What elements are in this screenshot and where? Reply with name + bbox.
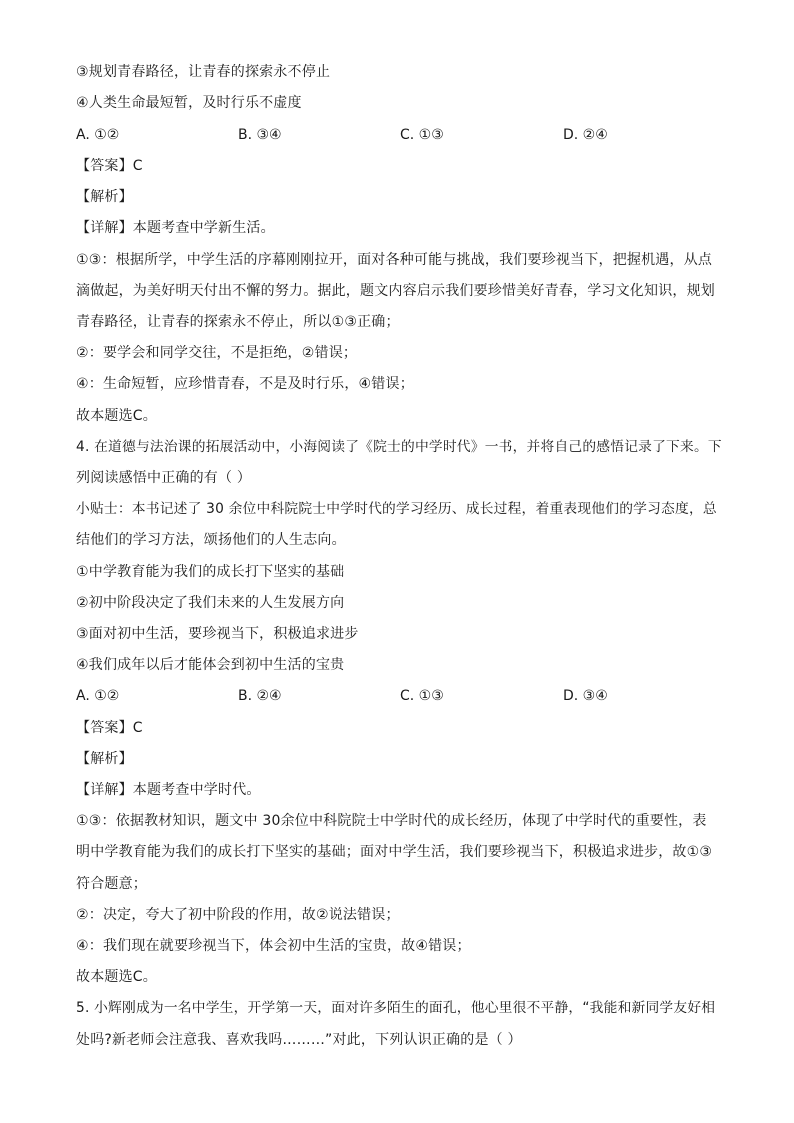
q4-explanation-line: ①③：依据教材知识，题文中 30余位中科院院士中学时代的成长经历，体现了中学时代的重要性，表: [76, 813, 707, 829]
q3-conclusion: 故本题选C。: [76, 408, 157, 424]
q3-explanation-line: 滴做起，为美好明天付出不懈的努力。据此，题文内容启示我们要珍惜美好青春，学习文化知识，规划: [76, 283, 715, 299]
q4-option-b: B. ②④: [238, 688, 282, 704]
q4-answer: 【答案】C: [76, 720, 143, 736]
q4-explanation-line: ②：决定，夸大了初中阶段的作用，故②说法错误；: [76, 907, 400, 923]
q4-tip-line: 小贴士：本书记述了 30 余位中科院院士中学时代的学习经历、成长过程，着重表现他们的学习态度，总: [76, 501, 717, 517]
q3-option-b: B. ③④: [238, 127, 282, 143]
q4-item-4: ④我们成年以后才能体会到初中生活的宝贵: [76, 657, 345, 673]
q5-stem-line: 处吗?新老师会注意我、喜欢我吗………”对此，下列认识正确的是（ ）: [76, 1032, 522, 1048]
q3-item-4: ④人类生命最短暂，及时行乐不虚度: [76, 95, 302, 111]
q4-stem-line: 4. 在道德与法治课的拓展活动中，小海阅读了《院士的中学时代》一书，并将自己的感悟记录了下来。下: [76, 439, 722, 455]
q3-options: [76, 125, 726, 145]
q5-stem-line: 5. 小辉刚成为一名中学生，开学第一天，面对许多陌生的面孔，他心里很不平静，“我能和新同学友好相: [76, 1000, 716, 1016]
q4-option-a: A. ①②: [76, 688, 120, 704]
q3-explanation-line: ①③：根据所学，中学生活的序幕刚刚拉开，面对各种可能与挑战，我们要珍视当下，把握机遇，从点: [76, 252, 713, 268]
q4-option-c: C. ①③: [400, 688, 444, 704]
q4-explanation-line: ④：我们现在就要珍视当下，体会初中生活的宝贵，故④错误；: [76, 938, 471, 954]
q4-item-3: ③面对初中生活，要珍视当下，积极追求进步: [76, 626, 359, 642]
q4-analysis-label: 【解析】: [76, 751, 133, 767]
q3-explanation-line: ④：生命短暂，应珍惜青春，不是及时行乐，④错误；: [76, 376, 414, 392]
q4-options: [76, 686, 726, 706]
q4-tip-line: 结他们的学习方法，颂扬他们的人生志向。: [76, 532, 346, 548]
q4-explanation-line: 符合题意；: [76, 876, 147, 892]
q3-explanation-line: ②：要学会和同学交往，不是拒绝，②错误；: [76, 345, 358, 361]
q3-item-3: ③规划青春路径，让青春的探索永不停止: [76, 64, 331, 80]
q4-item-2: ②初中阶段决定了我们未来的人生发展方向: [76, 595, 345, 611]
q4-detail: 【详解】本题考查中学时代。: [76, 782, 261, 798]
q3-option-d: D. ②④: [563, 127, 608, 143]
q3-detail: 【详解】本题考查中学新生活。: [76, 220, 275, 236]
q4-conclusion: 故本题选C。: [76, 969, 157, 985]
q3-answer: 【答案】C: [76, 158, 143, 174]
q4-stem-line: 列阅读感悟中正确的有（ ）: [76, 470, 252, 486]
q4-explanation-line: 明中学教育能为我们的成长打下坚实的基础；面对中学生活，我们要珍视当下，积极追求进步，故①③: [76, 844, 713, 860]
q4-item-1: ①中学教育能为我们的成长打下坚实的基础: [76, 564, 345, 580]
q3-option-a: A. ①②: [76, 127, 120, 143]
q4-option-d: D. ③④: [563, 688, 608, 704]
q3-option-c: C. ①③: [400, 127, 444, 143]
q3-explanation-line: 青春路径，让青春的探索永不停止，所以①③正确；: [76, 314, 400, 330]
q3-analysis-label: 【解析】: [76, 189, 133, 205]
